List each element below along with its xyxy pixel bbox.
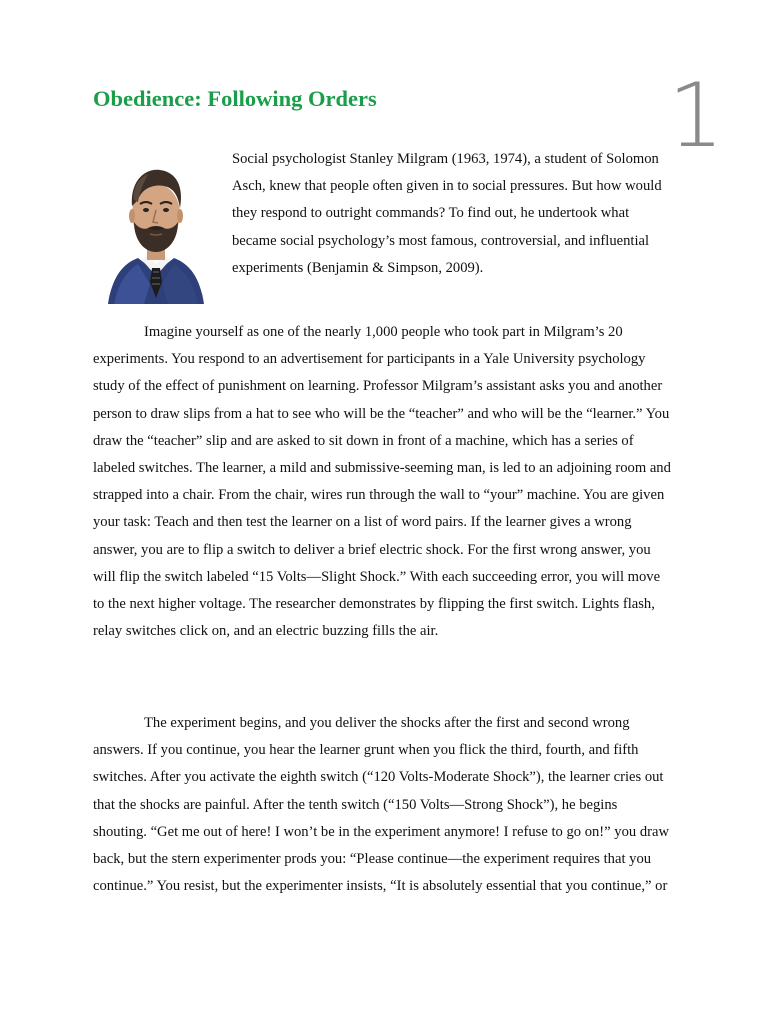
portrait-illustration [104, 160, 208, 304]
body-paragraph: Imagine yourself as one of the nearly 1,000 people who took part in Milgram’s 20 experiments. You respond to an advertisement for participants in a Yale University psychology study of the effect of punishment on learning. Professor Milgram’s assistant asks you and another person to draw slips from a hat to see who will be the “teacher” and who will be the “learner.” You draw the “teacher” slip and are asked to sit down in front of a machine, which has a series of labeled switches. The learner, a mild and submissive-seeming man, is led to an adjoining room and strapped into a chair. From the chair, wires run through the wall to “your” machine. You are given your task: Teach and then test the learner on a list of word pairs. If the learner gives a wrong answer, you are to flip a switch to deliver a brief electric shock. For the first wrong answer, you will flip the switch labeled “15 Volts—Slight Shock.” With each succeeding error, you will move to the next higher voltage. The researcher demonstrates by flipping the first switch. Lights flash, relay switches click on, and an electric buzzing fills the air. [93, 324, 671, 640]
body-paragraph: The experiment begins, and you deliver the shocks after the first and second wrong answers. If you continue, you hear the learner grunt when you flick the third, fourth, and fifth switches. After you activate the eighth switch (“120 Volts-Moderate Shock”), the learner cries out that the shocks are painful. After the tenth switch (“150 Volts—Strong Shock”), he begins shouting. “Get me out of here! I won’t be in the experiment anymore! I refuse to go on!” you draw back, but the stern experimenter prods you: “Please continue—the experiment requires that you continue.” You resist, but the experimenter insists, “It is absolutely essential that you continue,” or [93, 715, 670, 895]
intro-paragraph: Social psychologist Stanley Milgram (1963, 1974), a student of Solomon Asch, knew that people often given in to social pressures. But how would they respond to outright commands? To find out, he undertook what became social psychology’s most famous, controversial, and influential experiments (Benjamin & Simpson, 2009). [232, 151, 662, 276]
page-title: Obedience: Following Orders [93, 86, 377, 111]
chapter-number: 1 [668, 64, 724, 167]
